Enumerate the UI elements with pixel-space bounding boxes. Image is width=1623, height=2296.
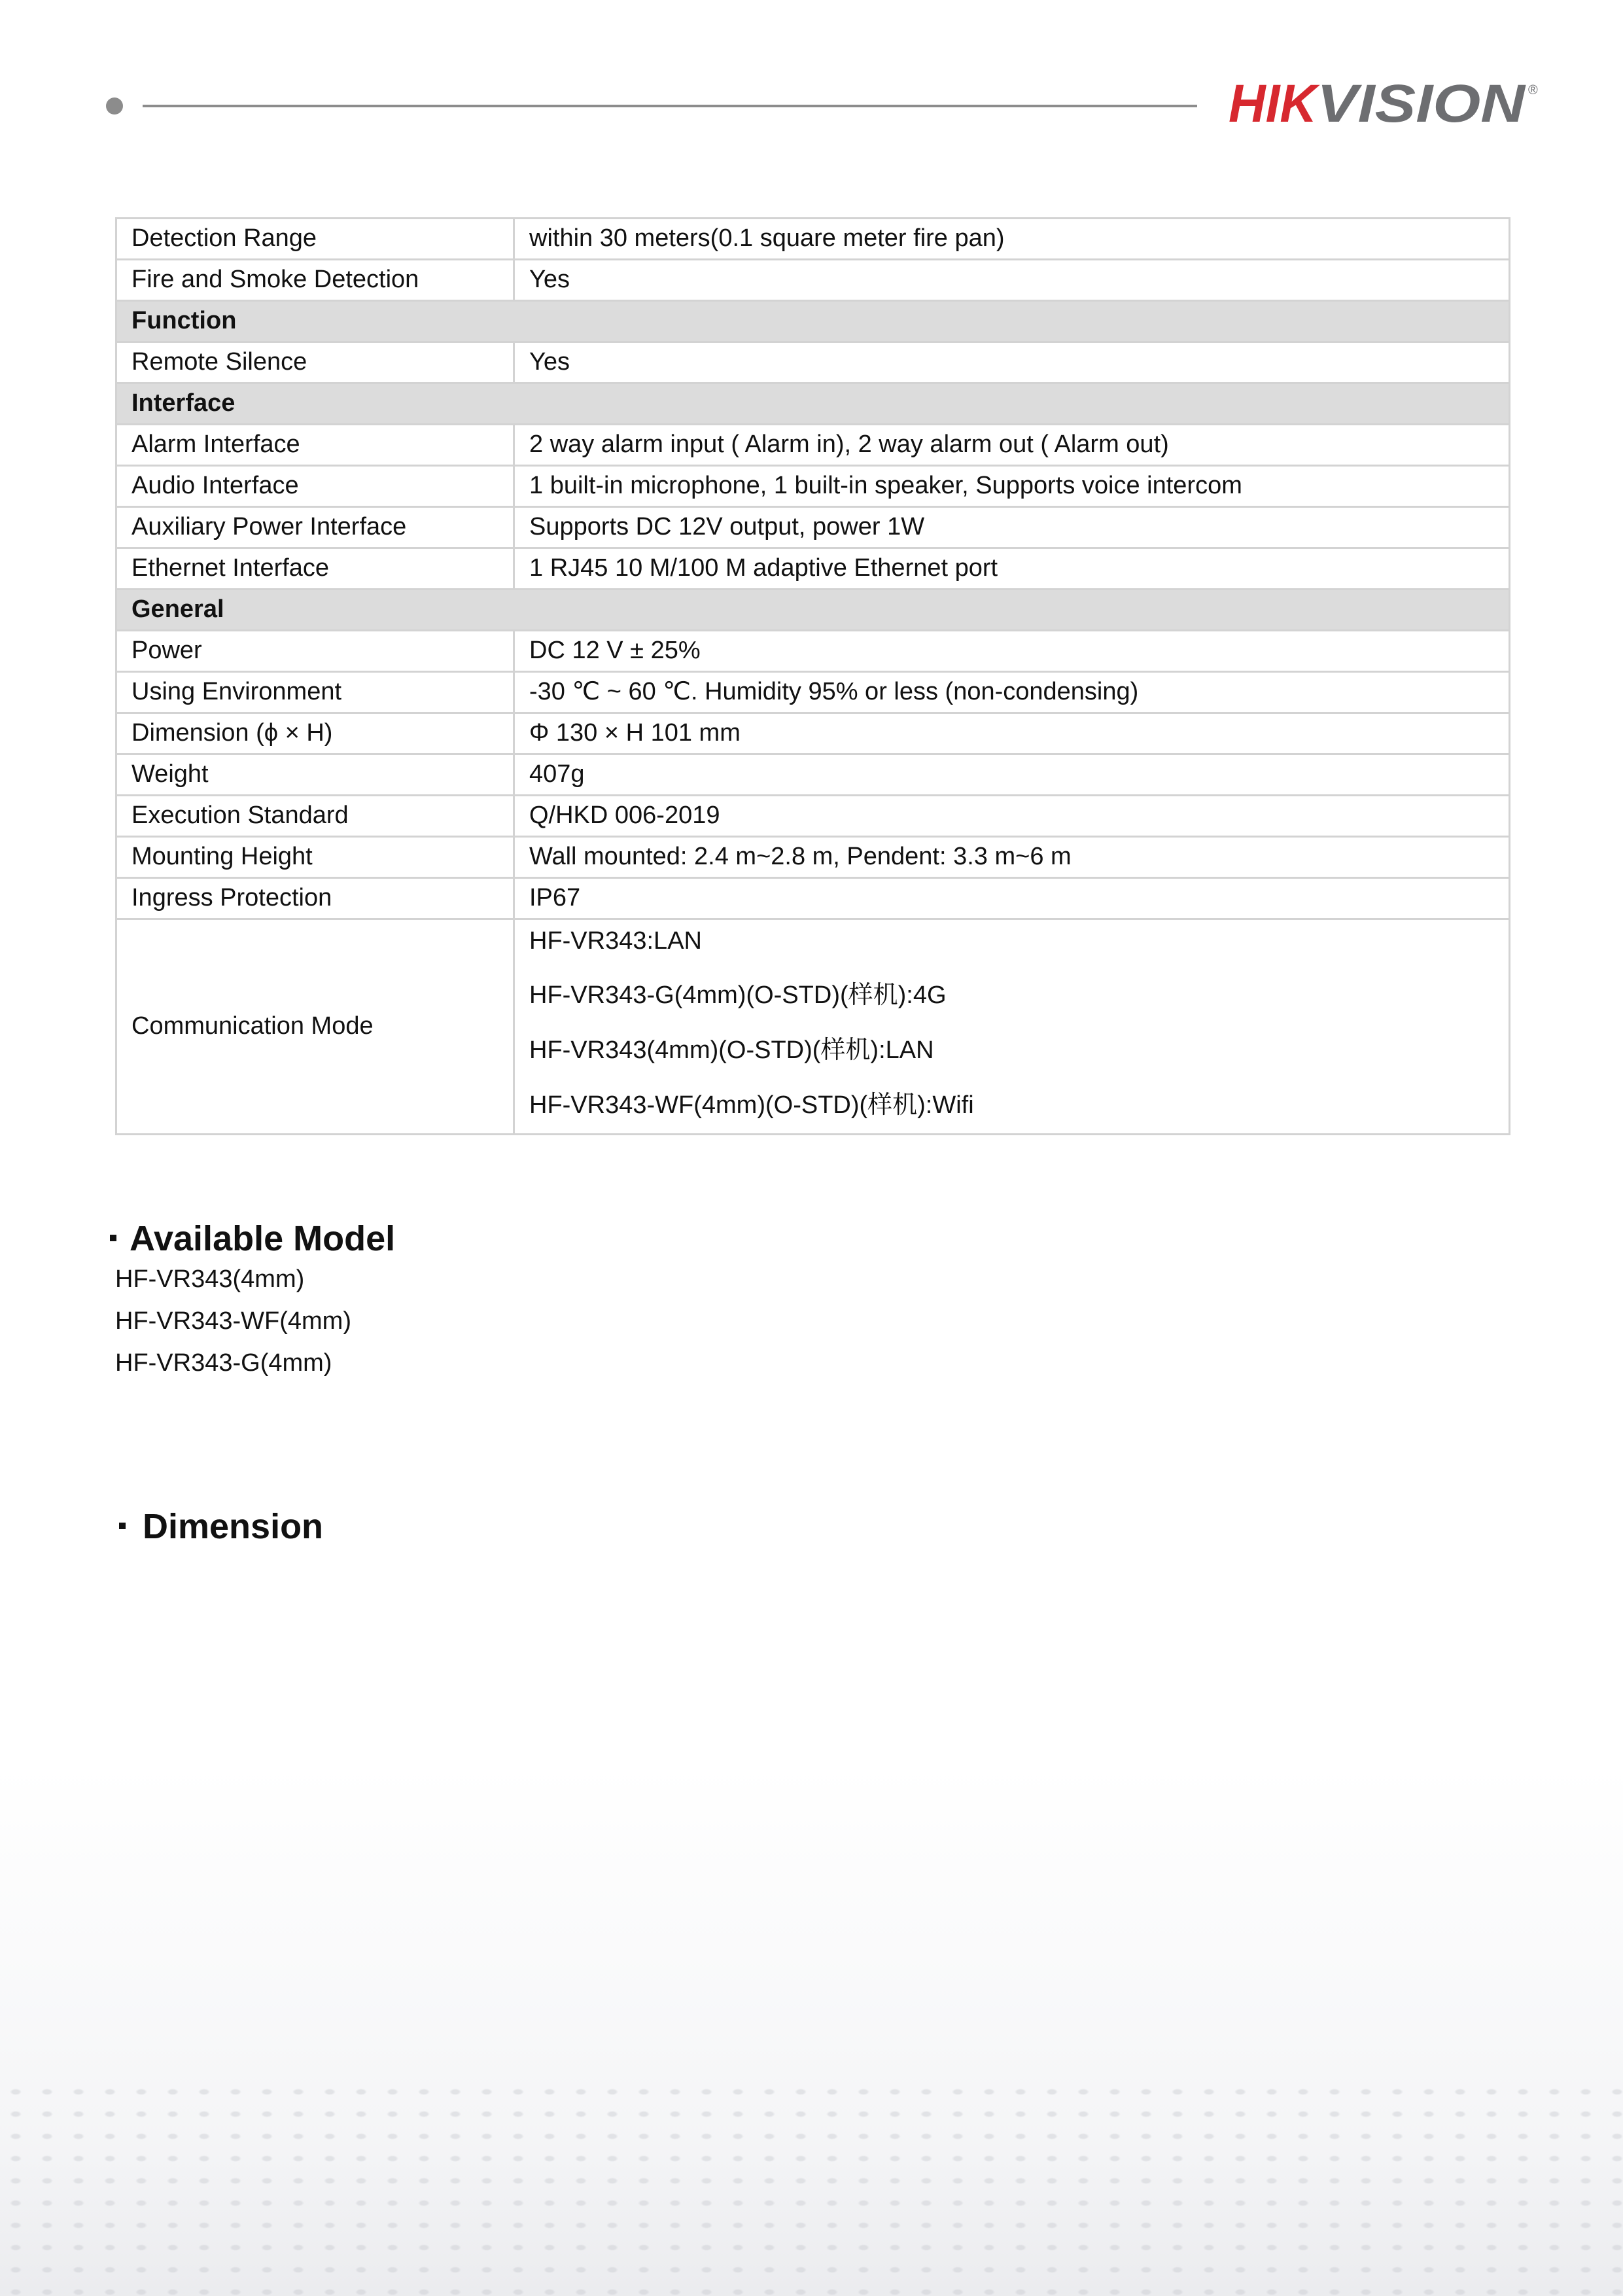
- table-row: [116, 342, 1510, 383]
- table-row-label: Remote Silence: [116, 342, 514, 383]
- table-row-label: Detection Range: [116, 219, 514, 260]
- table-section-heading: Interface: [116, 383, 1510, 425]
- svg-text:VISION: VISION: [1317, 77, 1527, 130]
- available-model-item: HF-VR343-WF(4mm): [115, 1307, 351, 1335]
- table-row-label: Alarm Interface: [116, 425, 514, 466]
- hikvision-logo: [1229, 77, 1543, 130]
- table-row-label: Execution Standard: [116, 796, 514, 837]
- table-row-value: Supports DC 12V output, power 1W: [514, 507, 1510, 548]
- header-dot: [106, 97, 123, 115]
- communication-mode-values: [514, 919, 1510, 1135]
- table-row-value: Yes: [514, 260, 1510, 301]
- svg-text:HIK: HIK: [1229, 77, 1321, 130]
- available-model-heading: Available Model: [130, 1219, 396, 1258]
- table-row: [116, 672, 1510, 713]
- table-row: [116, 425, 1510, 466]
- specification-table-body: [116, 219, 1510, 1135]
- table-row-value: Q/HKD 006-2019: [514, 796, 1510, 837]
- table-row: [116, 878, 1510, 919]
- table-row: [116, 507, 1510, 548]
- communication-mode-line: HF-VR343-G(4mm)(O-STD)(样机):4G: [529, 981, 947, 1010]
- svg-text:®: ®: [1528, 83, 1538, 97]
- specification-table: [115, 217, 1510, 1135]
- table-row: [116, 837, 1510, 878]
- table-row-value: Φ 130 × H 101 mm: [514, 713, 1510, 754]
- table-row-label: Ethernet Interface: [116, 548, 514, 590]
- table-row-value: 407g: [514, 754, 1510, 796]
- dimension-bullet: [119, 1523, 126, 1529]
- dimension-heading: Dimension: [143, 1507, 324, 1546]
- table-row: [116, 548, 1510, 590]
- available-model-item: HF-VR343(4mm): [115, 1265, 305, 1293]
- table-row-value: IP67: [514, 878, 1510, 919]
- page-background-dot-pattern: [0, 2081, 1623, 2296]
- table-row-value: Yes: [514, 342, 1510, 383]
- table-section-row: [116, 301, 1510, 342]
- table-row-label: Weight: [116, 754, 514, 796]
- header-rule: [143, 105, 1197, 107]
- table-row: [116, 796, 1510, 837]
- table-row-label: Ingress Protection: [116, 878, 514, 919]
- table-row: [116, 466, 1510, 507]
- table-section-heading: General: [116, 590, 1510, 631]
- table-row: [116, 631, 1510, 672]
- table-section-heading: Function: [116, 301, 1510, 342]
- table-row-value: DC 12 V ± 25%: [514, 631, 1510, 672]
- table-row-label: Audio Interface: [116, 466, 514, 507]
- table-row-value: 2 way alarm input ( Alarm in), 2 way alarm out ( Alarm out): [514, 425, 1510, 466]
- table-row-value: 1 built-in microphone, 1 built-in speaker, Supports voice intercom: [514, 466, 1510, 507]
- table-row: [116, 713, 1510, 754]
- communication-mode-line: HF-VR343:LAN: [529, 927, 702, 955]
- communication-mode-line: HF-VR343(4mm)(O-STD)(样机):LAN: [529, 1036, 934, 1064]
- table-row-value: Wall mounted: 2.4 m~2.8 m, Pendent: 3.3 m~6 m: [514, 837, 1510, 878]
- communication-mode-line: HF-VR343-WF(4mm)(O-STD)(样机):Wifi: [529, 1091, 974, 1119]
- table-row-label: Dimension (ϕ × H): [116, 713, 514, 754]
- table-row-value: within 30 meters(0.1 square meter fire pan): [514, 219, 1510, 260]
- table-row-label: Fire and Smoke Detection: [116, 260, 514, 301]
- table-row: [116, 219, 1510, 260]
- available-model-bullet: [110, 1235, 116, 1241]
- table-row-communication-mode: [116, 919, 1510, 1135]
- table-row-value: 1 RJ45 10 M/100 M adaptive Ethernet port: [514, 548, 1510, 590]
- table-row: [116, 260, 1510, 301]
- table-row-label: Mounting Height: [116, 837, 514, 878]
- table-row-label: Power: [116, 631, 514, 672]
- available-model-item: HF-VR343-G(4mm): [115, 1349, 332, 1377]
- table-row-value: -30 ℃ ~ 60 ℃. Humidity 95% or less (non-condensing): [514, 672, 1510, 713]
- table-row-label: Using Environment: [116, 672, 514, 713]
- table-section-row: [116, 590, 1510, 631]
- table-section-row: [116, 383, 1510, 425]
- table-row-label: Communication Mode: [116, 919, 514, 1135]
- table-row: [116, 754, 1510, 796]
- table-row-label: Auxiliary Power Interface: [116, 507, 514, 548]
